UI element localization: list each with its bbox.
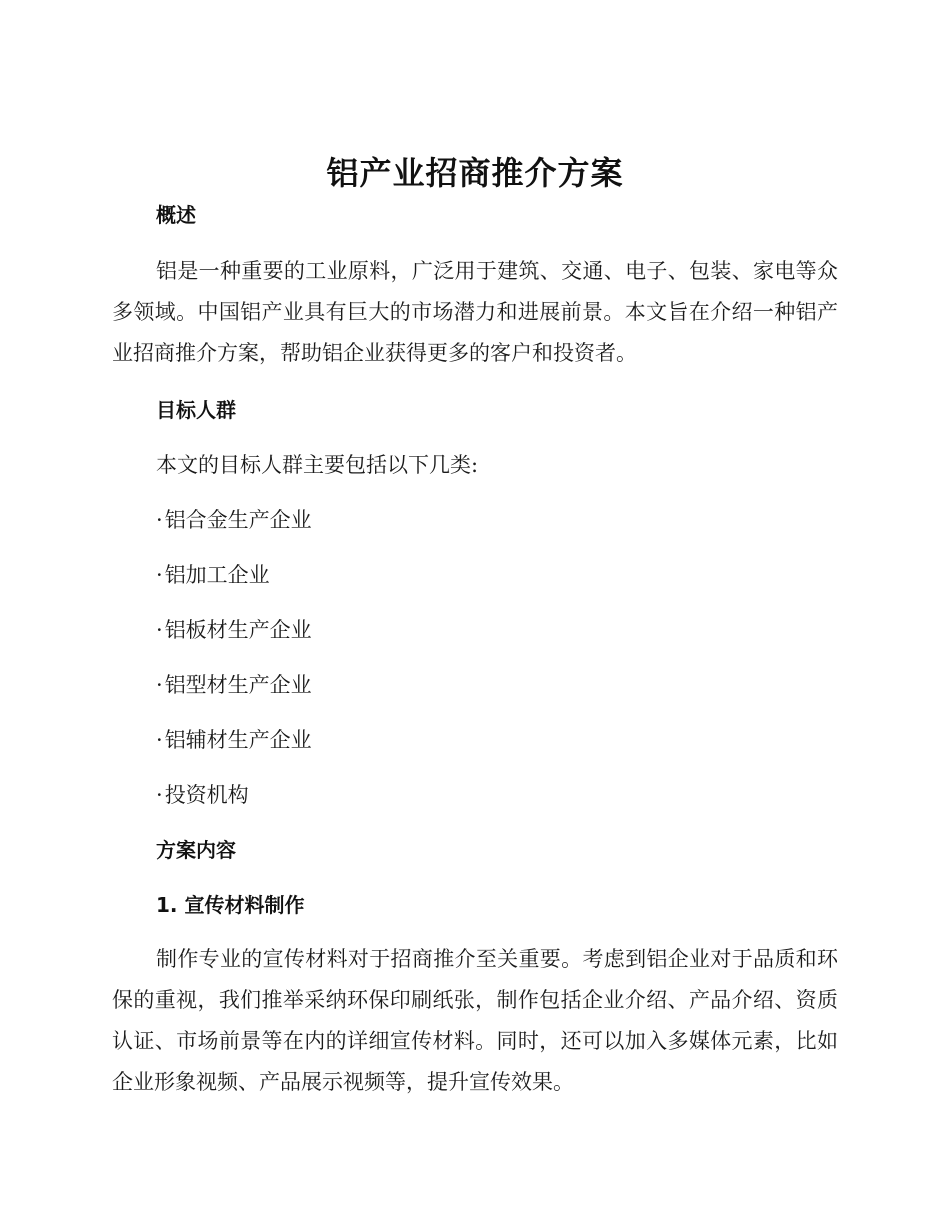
list-item [112, 780, 838, 810]
list-item-label: 铝板材生产企业 [164, 618, 312, 642]
section-heading-target: 目标人群 [156, 398, 236, 422]
list-item [112, 505, 838, 535]
target-intro-text: 本文的目标人群主要包括以下几类: [156, 453, 479, 477]
bullet-dot: · [156, 508, 163, 532]
section-heading-overview: 概述 [156, 203, 196, 227]
list-item-label: 铝合金生产企业 [164, 508, 312, 532]
overview-paragraph: 铝是一种重要的工业原料，广泛用于建筑、交通、电子、包装、家电等众多领域。中国铝产业具有巨大的市场潜力和进展前景。本文旨在介绍一种铝产业招商推介方案，帮助铝企业获得更多的客户和投资者。 [112, 259, 838, 365]
document-title: 铝产业招商推介方案 [326, 154, 624, 192]
target-audience-list [112, 505, 838, 810]
list-item [112, 560, 838, 590]
bullet-dot: · [156, 728, 163, 752]
list-item [112, 615, 838, 645]
subsection-heading-promo-materials: 1. 宣传材料制作 [156, 893, 305, 917]
list-item [112, 670, 838, 700]
bullet-dot: · [156, 563, 163, 587]
bullet-dot: · [156, 673, 163, 697]
list-item-label: 铝辅材生产企业 [164, 728, 312, 752]
bullet-dot: · [156, 783, 163, 807]
section-heading-plan: 方案内容 [156, 838, 236, 862]
list-item-label: 铝加工企业 [164, 563, 270, 587]
list-item [112, 725, 838, 755]
bullet-dot: · [156, 618, 163, 642]
list-item-label: 铝型材生产企业 [164, 673, 312, 697]
list-item-label: 投资机构 [164, 783, 249, 807]
promo-materials-paragraph: 制作专业的宣传材料对于招商推介至关重要。考虑到铝企业对于品质和环保的重视，我们推举采纳环保印刷纸张，制作包括企业介绍、产品介绍、资质认证、市场前景等在内的详细宣传材料。同时，还可以加入多媒体元素，比如企业形象视频、产品展示视频等，提升宣传效果。 [112, 947, 838, 1094]
